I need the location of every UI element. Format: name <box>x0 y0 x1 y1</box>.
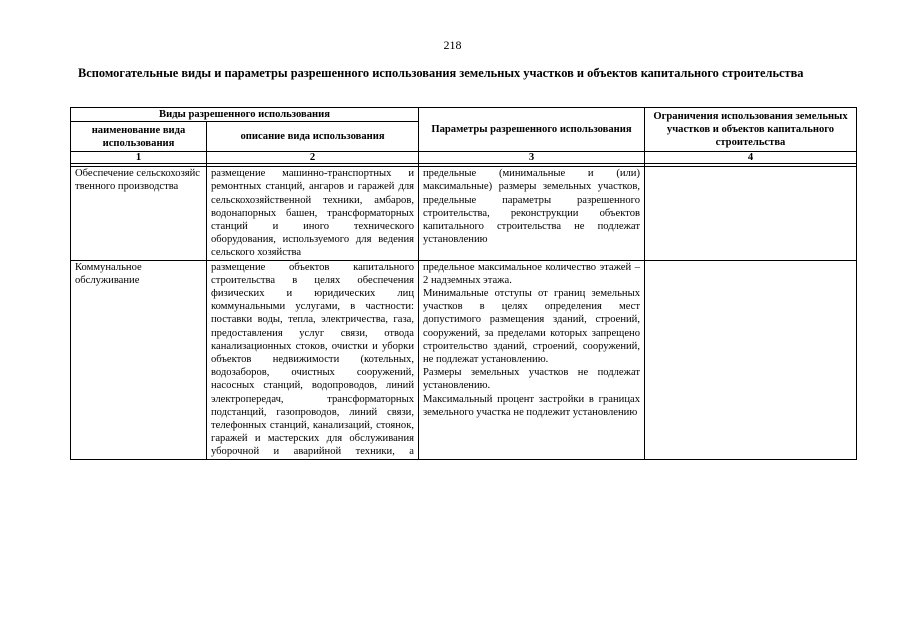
table-row <box>71 167 857 260</box>
parameters-cell <box>419 167 645 260</box>
table-row <box>71 260 857 459</box>
header-parameters: Параметры разрешенного использования <box>419 108 645 152</box>
document-title: Вспомогательные виды и параметры разрешенного использования земельных участков и объектов капитального строительства <box>78 66 804 80</box>
use-name-cell: Коммунальное обслуживание <box>71 260 207 459</box>
parameter-paragraph: предельные (минимальные и (или) максимальные) размеры земельных участков, предельные параметры разрешенного строительства, реконструкции объектов капитального строительства не подлежат установлению <box>423 168 640 246</box>
regulations-table <box>70 107 857 460</box>
header-use-name: наименование вида использования <box>71 122 207 152</box>
column-number-row <box>71 152 857 164</box>
parameter-paragraph: Максимальный процент застройки в границах земельного участка не подлежит установлению <box>423 393 640 418</box>
column-number: 4 <box>645 152 857 164</box>
column-number: 1 <box>71 152 207 164</box>
column-number: 2 <box>207 152 419 164</box>
parameter-paragraph: предельное максимальное количество этажей – 2 надземных этажа. <box>423 261 640 286</box>
header-permitted-use-types: Виды разрешенного использования <box>71 108 419 122</box>
use-description-cell: размещение объектов капитального строительства в целях обеспечения физических и юридических лиц коммунальными услугами, в частности: поставки воды, тепла, электричества, газа, предоставления услуг связи, отвода канализационных стоков, очистки и уборки объектов недвижимости (котельных, водозаборов, очистных сооружений, насосных станций, водопроводов, линий электропередач, трансформаторных подстанций, газопроводов, линий связи, телефонных станций, канализаций, стоянок, гаражей и мастерских для обслуживания уборочной и аварийной техники, а <box>207 260 419 459</box>
column-number: 3 <box>419 152 645 164</box>
use-name-cell: Обеспечение сельскохозяйственного производства <box>71 167 207 260</box>
restrictions-cell <box>645 260 857 459</box>
header-use-description: описание вида использования <box>207 122 419 152</box>
restrictions-cell <box>645 167 857 260</box>
header-restrictions: Ограничения использования земельных участков и объектов капитального строительства <box>645 108 857 152</box>
parameter-paragraph: Размеры земельных участков не подлежат установлению. <box>423 367 640 392</box>
parameter-paragraph: Минимальные отступы от границ земельных участков в целях определения мест допустимого размещения зданий, строений, сооружений, за пределами которых запрещено строительство зданий, строений, сооружений, не подлежат установлению. <box>423 288 640 366</box>
use-description-cell: размещение машинно-транспортных и ремонтных станций, ангаров и гаражей для сельскохозяйственной техники, амбаров, водонапорных башен, трансформаторных станций и иного технического оборудования, используемого для ведения сельского хозяйства <box>207 167 419 260</box>
page-number: 218 <box>443 38 462 52</box>
parameters-cell <box>419 260 645 459</box>
